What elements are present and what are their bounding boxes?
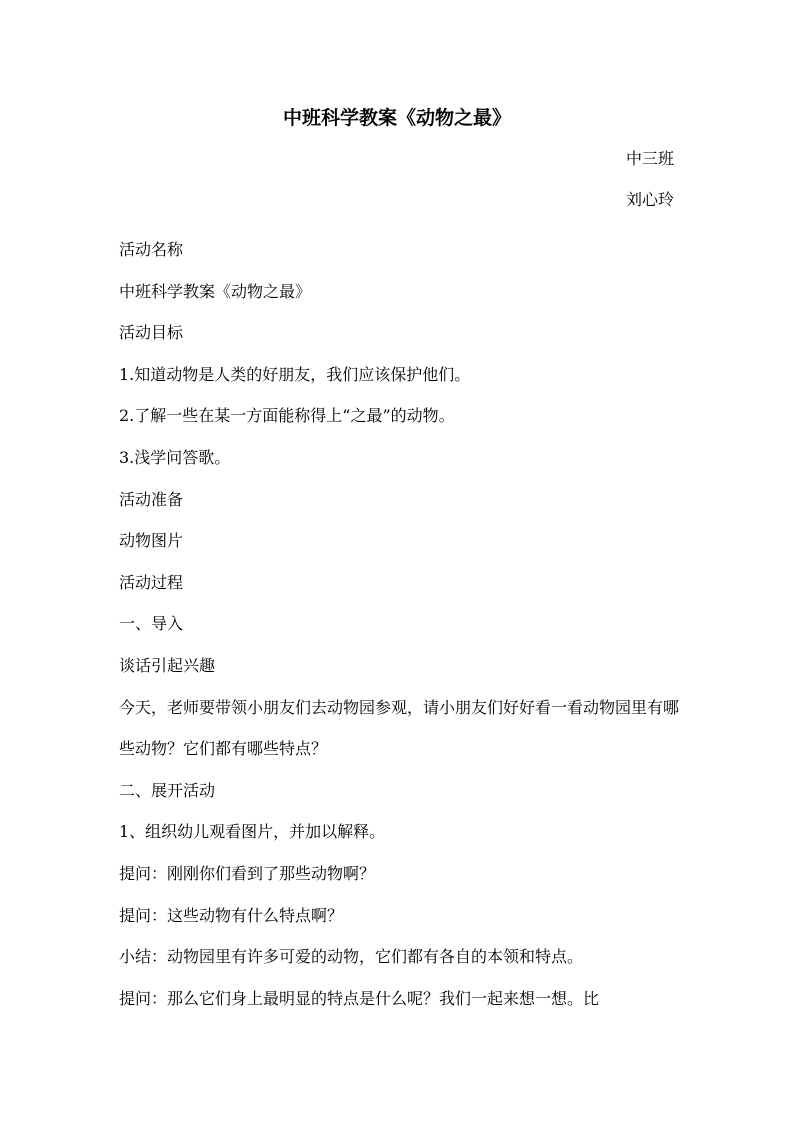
goal-item: 1.知道动物是人类的好朋友，我们应该保护他们。 [119,364,471,384]
goal-item: 3.浅学问答歌。 [119,447,231,467]
paragraph: 提问：刚刚你们看到了那些动物啊？ [119,863,376,883]
section-heading-activity-name: 活动名称 [119,240,184,259]
class-name: 中三班 [625,149,674,168]
paragraph: 提问：那么它们身上最明显的特点是什么呢？我们一起来想一想。比 [119,988,600,1008]
document-title: 中班科学教案《动物之最》 [282,107,511,129]
paragraph: 今天，老师要带领小朋友们去动物园参观，请小朋友们好好看一看动物园里有哪些动物？它们都有哪些特点？ [119,697,680,759]
paragraph: 小结：动物园里有许多可爱的动物，它们都有各自的本领和特点。 [119,947,584,967]
subheading-introduction: 一、导入 [119,614,184,634]
paragraph: 中班科学教案《动物之最》 [119,281,312,301]
paragraph: 谈话引起兴趣 [119,655,216,675]
section-heading-process: 活动过程 [119,572,184,592]
author-name: 刘心玲 [625,190,674,209]
paragraph: 1、组织幼儿观看图片，并加以解释。 [119,822,386,842]
document-body [119,229,679,1019]
paragraph: 动物图片 [119,531,184,551]
goal-item: 2.了解一些在某一方面能称得上“之最”的动物。 [119,406,455,426]
section-heading-activity-goals: 活动目标 [119,323,184,343]
section-heading-preparation: 活动准备 [119,489,184,509]
paragraph: 提问：这些动物有什么特点啊？ [119,905,344,925]
subheading-activity: 二、展开活动 [119,780,216,800]
